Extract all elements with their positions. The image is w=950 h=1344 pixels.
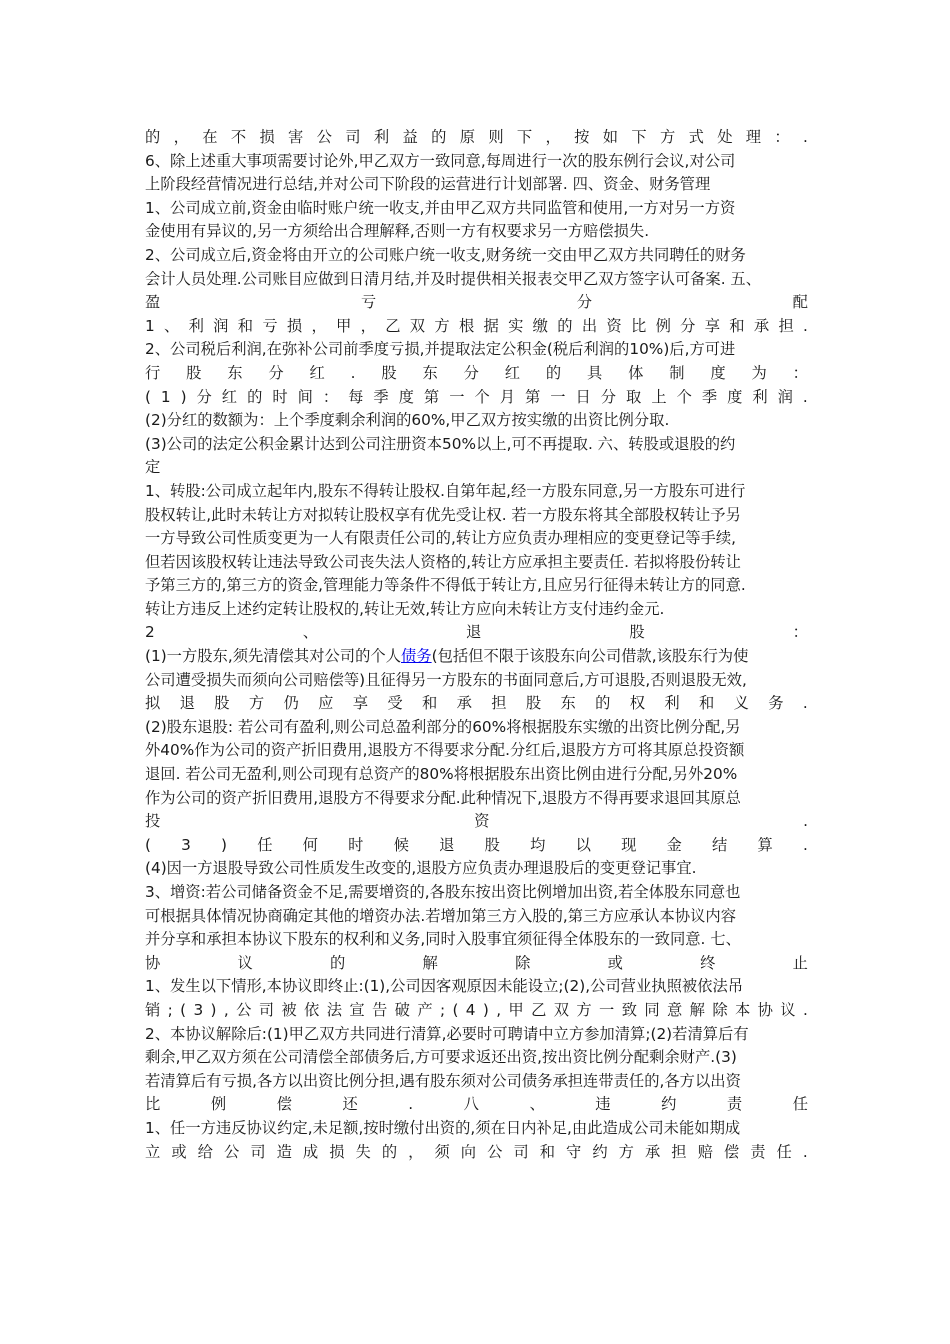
text-line: 予第三方的,第三方的资金,管理能力等条件不得低于转让方,且应另行征得未转让方的同意.	[145, 576, 746, 595]
text-line: 3、增资:若公司储备资金不足,需要增资的,各股东按出资比例增加出资,若全体股东同意也	[145, 883, 741, 901]
text-line: 6、除上述重大事项需要讨论外,甲乙双方一致同意,每周进行一次的股东例行会议,对公司	[145, 151, 736, 170]
text-line: 协 议 的 解 除 或 终 止	[145, 953, 808, 972]
text-line: (3)公司的法定公积金累计达到公司注册资本50%以上,可不再提取. 六、转股或退股的约	[145, 434, 736, 453]
text-line: 并分享和承担本协议下股东的权利和义务,同时入股事宜须征得全体股东的一致同意. 七、	[145, 930, 741, 949]
text-line: 外40%作为公司的资产折旧费用,退股方不得要求分配.分红后,退股方方可将其原总投资额	[145, 741, 745, 760]
text-line: 剩余,甲乙双方须在公司清偿全部债务后,方可要求返还出资,按出资比例分配剩余财产.(3)	[145, 1048, 737, 1067]
text-line: 2、公司成立后,资金将由开立的公司账户统一收支,财务统一交由甲乙双方共同聘任的财务	[145, 245, 746, 264]
text-line: 退回. 若公司无盈利,则公司现有总资产的80%将根据股东出资比例由进行分配,另外20%	[145, 765, 738, 784]
text-line: 1 、 利 润 和 亏 损 ， 甲 ， 乙 双 方 根 据 实 缴 的 出 资 比 例 分 享 和 承 担 .	[145, 316, 808, 335]
text-line: 上阶段经营情况进行总结,并对公司下阶段的运营进行计划部署. 四、资金、财务管理	[145, 175, 711, 194]
text-line: 立 或 给 公 司 造 成 损 失 的 ， 须 向 公 司 和 守 约 方 承 担 赔 偿 责 任 .	[145, 1142, 808, 1161]
text-line	[145, 645, 808, 669]
text-line: 1、发生以下情形,本协议即终止:(1),公司因客观原因未能设立;(2),公司营业执照被依法吊	[145, 977, 744, 996]
line-text: (包括但不限于该股东向公司借款,该股东行为使	[431, 647, 749, 666]
text-line: 转让方违反上述约定转让股权的,转让无效,转让方应向未转让方支付违约金元.	[145, 599, 665, 618]
text-line: 2、本协议解除后:(1)甲乙双方共同进行清算,必要时可聘请中立方参加清算;(2)若清算后有	[145, 1024, 749, 1043]
text-line: 1、任一方违反协议约定,未足额,按时缴付出资的,须在日内补足,由此造成公司未能如期成	[145, 1118, 741, 1137]
text-line: 1、转股:公司成立起年内,股东不得转让股权.自第年起,经一方股东同意,另一方股东可进行	[145, 481, 746, 500]
text-line: 公司遭受损失而须向公司赔偿等)且征得另一方股东的书面同意后,方可退股,否则退股无效,	[145, 670, 747, 689]
text-line: 会计人员处理.公司账目应做到日清月结,并及时提供相关报表交甲乙双方签字认可备案. 五、	[145, 269, 762, 288]
text-line: 金使用有异议的,另一方须给出合理解释,否则一方有权要求另一方赔偿损失.	[145, 222, 650, 241]
text-line: ( 3 ) 任 何 时 候 退 股 均 以 现 金 结 算 .	[145, 835, 808, 854]
text-line: ( 1 ) 分 红 的 时 间 ： 每 季 度 第 一 个 月 第 一 日 分 取 上 个 季 度 利 润 .	[145, 387, 808, 406]
text-line: 作为公司的资产折旧费用,退股方不得要求分配.此种情况下,退股方不得再要求退回其原总	[145, 788, 741, 807]
text-line: 定	[145, 458, 161, 477]
text-line: 销 ; ( 3 ) , 公 司 被 依 法 宣 告 破 产 ; ( 4 ) , 甲 乙 双 方 一 致 同 意 解 除 本 协 议 .	[145, 1000, 808, 1019]
text-line: 投 资 .	[145, 812, 808, 831]
debt-link[interactable]: 债务	[401, 647, 432, 666]
document-body	[145, 126, 808, 1164]
text-line: 若清算后有亏损,各方以出资比例分担,遇有股东须对公司债务承担连带责任的,各方以出资	[145, 1071, 741, 1090]
text-line: 盈 亏 分 配	[145, 293, 808, 312]
text-line: (2)分红的数额为：上个季度剩余利润的60%,甲乙双方按实缴的出资比例分取.	[145, 411, 670, 430]
text-line: 拟 退 股 方 仍 应 享 受 和 承 担 股 东 的 权 利 和 义 务 .	[145, 694, 808, 713]
text-line: 但若因该股权转让违法导致公司丧失法人资格的,转让方应承担主要责任. 若拟将股份转让	[145, 552, 741, 571]
text-line: 的 ， 在 不 损 害 公 司 利 益 的 原 则 下 ， 按 如 下 方 式 处 理 ： .	[145, 128, 808, 146]
line-text: (1)一方股东,须先清偿其对公司的个人	[145, 647, 401, 666]
text-line: 一方导致公司性质变更为一人有限责任公司的,转让方应负责办理相应的变更登记等手续,	[145, 529, 737, 548]
text-line: 2、公司税后利润,在弥补公司前季度亏损,并提取法定公积金(税后利润的10%)后,方可进	[145, 340, 736, 359]
text-line: 可根据具体情况协商确定其他的增资办法.若增加第三方入股的,第三方应承认本协议内容	[145, 906, 737, 925]
text-line: 比 例 偿 还 . 八 、 违 约 责 任	[145, 1095, 808, 1114]
text-line: 2 、 退 股 ：	[145, 623, 808, 642]
text-line: 1、公司成立前,资金由临时账户统一收支,并由甲乙双方共同监管和使用,一方对另一方资	[145, 198, 736, 217]
text-line: (2)股东退股: 若公司有盈利,则公司总盈利部分的60%将根据股东实缴的出资比例分配,另	[145, 717, 741, 736]
text-line: 行 股 东 分 红 . 股 东 分 红 的 具 体 制 度 为 ：	[145, 363, 808, 382]
text-line: (4)因一方退股导致公司性质发生改变的,退股方应负责办理退股后的变更登记事宜.	[145, 859, 697, 878]
text-line: 股权转让,此时未转让方对拟转让股权享有优先受让权. 若一方股东将其全部股权转让予另	[145, 505, 741, 524]
